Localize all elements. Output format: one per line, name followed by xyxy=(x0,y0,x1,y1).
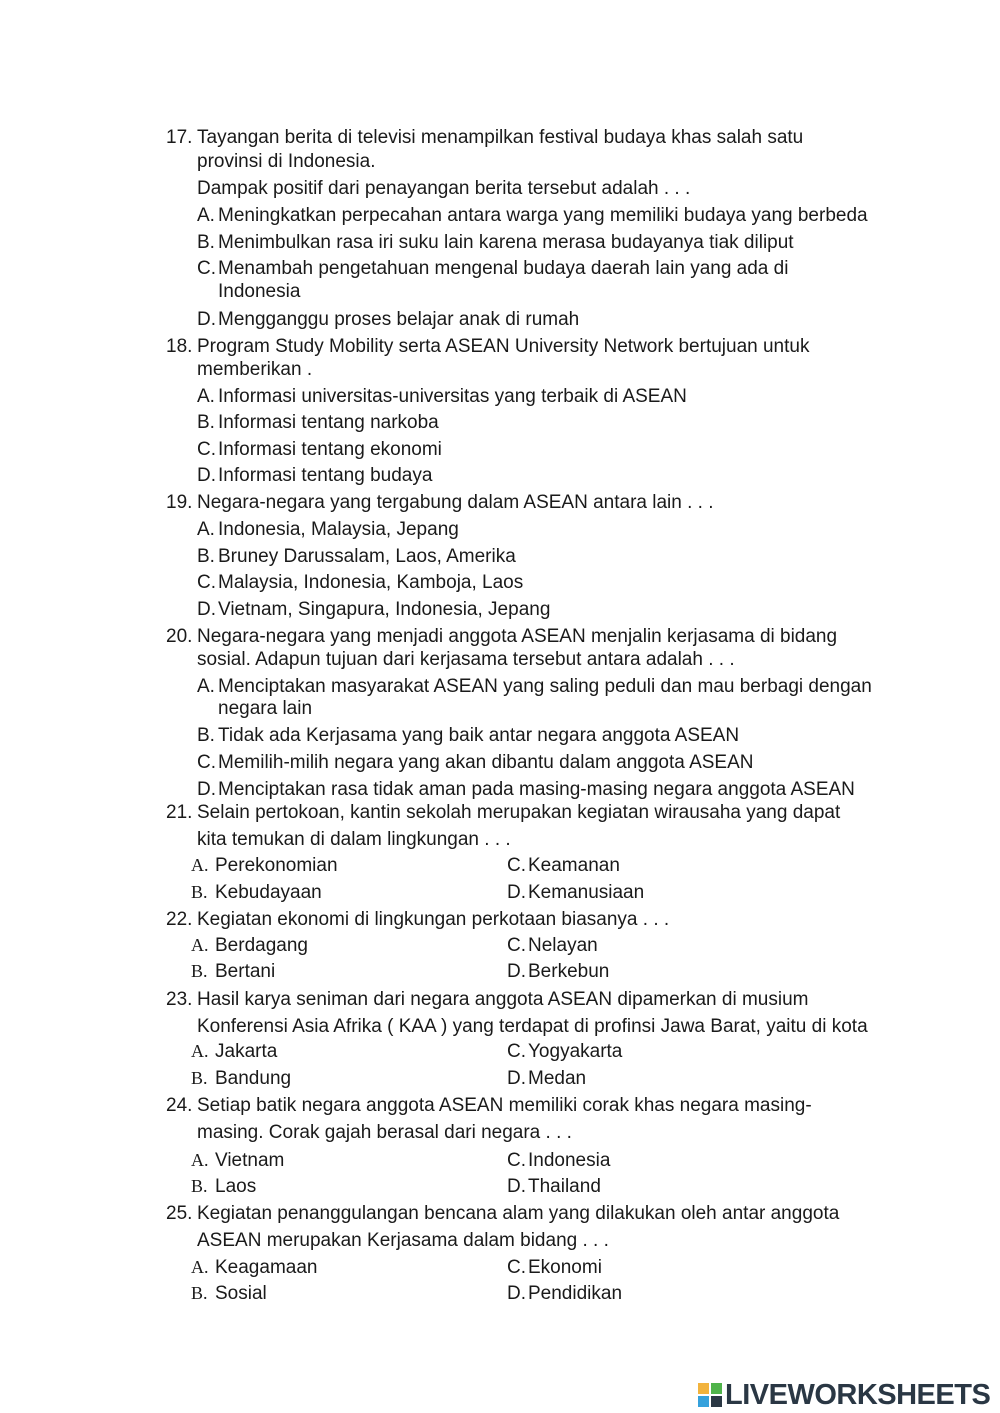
question-number: 21. xyxy=(166,802,193,823)
option-letter: D. xyxy=(507,961,526,982)
option-text: Bertani xyxy=(215,961,276,982)
option-letter: D. xyxy=(197,465,216,486)
option-letter: A. xyxy=(191,1257,209,1277)
option-letter: B. xyxy=(191,882,208,902)
option-letter: A. xyxy=(197,676,215,697)
question-text: provinsi di Indonesia. xyxy=(197,151,376,172)
question-number: 17. xyxy=(166,127,193,148)
option-text: Informasi tentang ekonomi xyxy=(218,439,442,460)
option-text: Thailand xyxy=(528,1176,601,1197)
option-text: Menciptakan rasa tidak aman pada masing-masing negara anggota ASEAN xyxy=(218,779,855,800)
question-text: Program Study Mobility serta ASEAN University Network bertujuan untuk xyxy=(197,336,810,357)
option-letter: C. xyxy=(507,1257,526,1278)
question-number: 20. xyxy=(166,626,193,647)
option-letter: D. xyxy=(507,1068,526,1089)
option-letter: A. xyxy=(197,386,215,407)
question-text: Negara-negara yang menjadi anggota ASEAN menjalin kerjasama di bidang xyxy=(197,626,838,647)
option-text: Informasi universitas-universitas yang terbaik di ASEAN xyxy=(218,386,687,407)
option-letter: B. xyxy=(197,412,215,433)
option-text: Meningkatkan perpecahan antara warga yang memiliki budaya yang berbeda xyxy=(218,205,868,226)
option-letter: D. xyxy=(197,779,216,800)
option-letter: C. xyxy=(197,439,216,460)
question-text: Setiap batik negara anggota ASEAN memiliki corak khas negara masing- xyxy=(197,1095,812,1116)
option-text: Vietnam xyxy=(215,1150,285,1171)
option-text: Indonesia xyxy=(528,1150,611,1171)
option-letter: A. xyxy=(197,519,215,540)
option-letter: A. xyxy=(191,855,209,875)
question-number: 22. xyxy=(166,909,193,930)
option-text: Pendidikan xyxy=(528,1283,623,1304)
option-text: Berdagang xyxy=(215,935,308,956)
option-text: Mengganggu proses belajar anak di rumah xyxy=(218,309,580,330)
option-letter: B. xyxy=(197,232,215,253)
question-number: 25. xyxy=(166,1203,193,1224)
option-letter: D. xyxy=(197,309,216,330)
option-text: Ekonomi xyxy=(528,1257,602,1278)
option-text: Indonesia xyxy=(218,281,301,302)
option-text: Keamanan xyxy=(528,855,620,876)
question-text: memberikan . xyxy=(197,359,313,380)
question-text: Konferensi Asia Afrika ( KAA ) yang terdapat di profinsi Jawa Barat, yaitu di kota xyxy=(197,1016,868,1037)
question-number: 19. xyxy=(166,492,193,513)
option-text: Informasi tentang budaya xyxy=(218,465,433,486)
question-text: masing. Corak gajah berasal dari negara . . . xyxy=(197,1122,572,1143)
option-letter: C. xyxy=(197,258,216,279)
question-number: 23. xyxy=(166,989,193,1010)
option-letter: B. xyxy=(191,1283,208,1303)
option-letter: B. xyxy=(191,961,208,981)
question-text: sosial. Adapun tujuan dari kerjasama tersebut antara adalah . . . xyxy=(197,649,735,670)
watermark-text: LIVEWORKSHEETS xyxy=(725,1379,991,1411)
option-letter: A. xyxy=(191,1150,209,1170)
option-text: Berkebun xyxy=(528,961,610,982)
option-letter: C. xyxy=(507,935,526,956)
option-text: Kebudayaan xyxy=(215,882,322,903)
option-letter: D. xyxy=(507,1176,526,1197)
option-text: Menciptakan masyarakat ASEAN yang saling peduli dan mau berbagi dengan xyxy=(218,676,872,697)
question-text: Selain pertokoan, kantin sekolah merupakan kegiatan wirausaha yang dapat xyxy=(197,802,841,823)
option-text: Informasi tentang narkoba xyxy=(218,412,439,433)
option-letter: C. xyxy=(507,1041,526,1062)
option-letter: A. xyxy=(197,205,215,226)
option-text: Sosial xyxy=(215,1283,267,1304)
option-text: Medan xyxy=(528,1068,587,1089)
question-text: ASEAN merupakan Kerjasama dalam bidang . . . xyxy=(197,1230,609,1251)
option-text: Menambah pengetahuan mengenal budaya daerah lain yang ada di xyxy=(218,258,789,279)
option-text: Indonesia, Malaysia, Jepang xyxy=(218,519,459,540)
option-letter: C. xyxy=(197,572,216,593)
option-text: Keagamaan xyxy=(215,1257,318,1278)
option-letter: B. xyxy=(197,546,215,567)
option-text: Laos xyxy=(215,1176,257,1197)
option-text: Jakarta xyxy=(215,1041,278,1062)
option-text: Perekonomian xyxy=(215,855,338,876)
option-text: Vietnam, Singapura, Indonesia, Jepang xyxy=(218,599,551,620)
option-text: Kemanusiaan xyxy=(528,882,645,903)
option-text: Menimbulkan rasa iri suku lain karena merasa budayanya tiak diliput xyxy=(218,232,794,253)
option-letter: A. xyxy=(191,1041,209,1061)
option-text: Tidak ada Kerjasama yang baik antar negara anggota ASEAN xyxy=(218,725,740,746)
option-text: Bruney Darussalam, Laos, Amerika xyxy=(218,546,516,567)
option-letter: C. xyxy=(507,855,526,876)
option-letter: A. xyxy=(191,935,209,955)
option-text: Bandung xyxy=(215,1068,292,1089)
option-letter: B. xyxy=(191,1068,208,1088)
option-text: Yogyakarta xyxy=(528,1041,623,1062)
question-number: 24. xyxy=(166,1095,193,1116)
question-number: 18. xyxy=(166,336,193,357)
option-letter: D. xyxy=(507,1283,526,1304)
option-letter: B. xyxy=(191,1176,208,1196)
option-letter: D. xyxy=(197,599,216,620)
option-text: Memilih-milih negara yang akan dibantu dalam anggota ASEAN xyxy=(218,752,754,773)
question-text: Dampak positif dari penayangan berita tersebut adalah . . . xyxy=(197,178,691,199)
option-letter: C. xyxy=(197,752,216,773)
option-text: negara lain xyxy=(218,698,313,719)
option-letter: C. xyxy=(507,1150,526,1171)
question-text: kita temukan di dalam lingkungan . . . xyxy=(197,829,511,850)
liveworksheets-logo-icon xyxy=(698,1383,722,1407)
option-letter: B. xyxy=(197,725,215,746)
question-text: Negara-negara yang tergabung dalam ASEAN antara lain . . . xyxy=(197,492,714,513)
option-letter: D. xyxy=(507,882,526,903)
option-text: Malaysia, Indonesia, Kamboja, Laos xyxy=(218,572,524,593)
question-text: Tayangan berita di televisi menampilkan festival budaya khas salah satu xyxy=(197,127,804,148)
question-text: Hasil karya seniman dari negara anggota ASEAN dipamerkan di musium xyxy=(197,989,809,1010)
option-text: Nelayan xyxy=(528,935,598,956)
question-text: Kegiatan penanggulangan bencana alam yang dilakukan oleh antar anggota xyxy=(197,1203,840,1224)
question-text: Kegiatan ekonomi di lingkungan perkotaan biasanya . . . xyxy=(197,909,670,930)
